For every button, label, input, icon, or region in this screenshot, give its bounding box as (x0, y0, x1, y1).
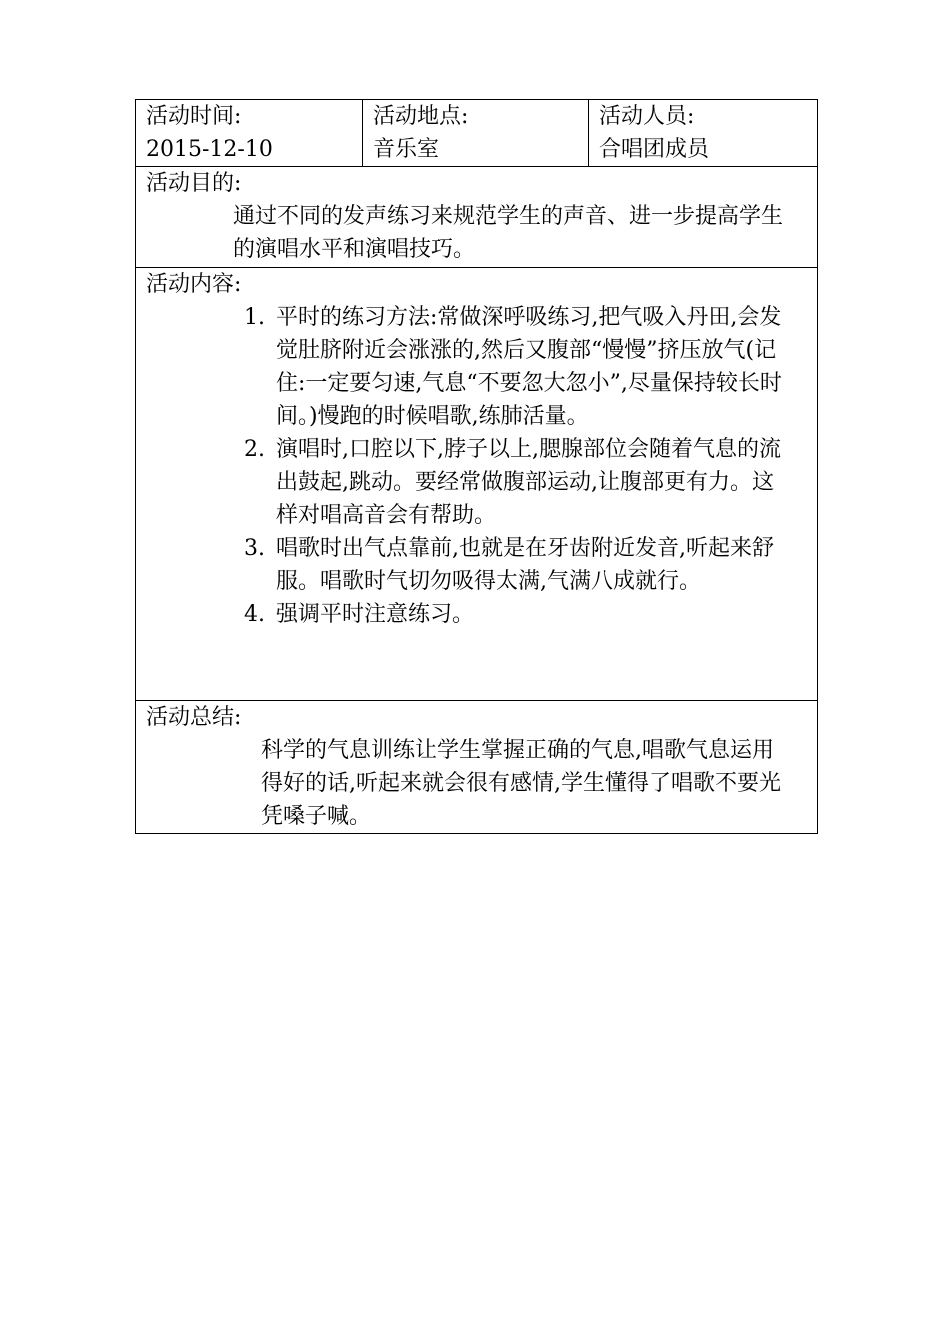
people-label: 活动人员: (599, 104, 695, 129)
content-label: 活动内容: (146, 272, 242, 297)
list-item-number: 1. (244, 305, 265, 330)
purpose-row (136, 167, 818, 268)
people-value: 合唱团成员 (599, 137, 710, 162)
list-item-text: 演唱时,口腔以下,脖子以上,腮腺部位会随着气息的流出鼓起,跳动。要经常做腹部运动,让腹部更有力。这样对唱高音会有帮助。 (276, 437, 781, 528)
summary-cell (136, 701, 818, 834)
summary-label: 活动总结: (146, 705, 242, 730)
content-cell (136, 268, 818, 701)
time-cell (136, 100, 363, 167)
list-item (244, 433, 787, 532)
people-cell (589, 100, 818, 167)
list-item-number: 3. (244, 536, 265, 561)
place-value: 音乐室 (373, 137, 440, 162)
purpose-label: 活动目的: (146, 171, 242, 196)
list-item-text: 平时的练习方法:常做深呼吸练习,把气吸入丹田,会发觉肚脐附近会涨涨的,然后又腹部“慢慢”挤压放气(记住:一定要匀速,气息“不要忽大忽小”,尽量保持较长时间。)慢跑的时候唱歌,练肺活量。 (276, 305, 782, 429)
list-item-text: 强调平时注意练习。 (276, 602, 475, 627)
place-label: 活动地点: (373, 104, 469, 129)
summary-text: 科学的气息训练让学生掌握正确的气息,唱歌气息运用得好的话,听起来就会很有感情,学生懂得了唱歌不要光凭嗓子喊。 (261, 738, 781, 829)
list-item (244, 301, 787, 433)
purpose-text: 通过不同的发声练习来规范学生的声音、进一步提高学生的演唱水平和演唱技巧。 (233, 204, 784, 262)
time-label: 活动时间: (146, 104, 242, 129)
list-item-text: 唱歌时出气点靠前,也就是在牙齿附近发音,听起来舒服。唱歌时气切勿吸得太满,气满八成就行。 (276, 536, 774, 594)
purpose-cell (136, 167, 818, 268)
activity-record-table (135, 99, 818, 834)
list-item (244, 532, 787, 598)
list-item (244, 598, 787, 631)
content-list (136, 301, 817, 631)
time-value: 2015-12-10 (146, 137, 273, 162)
info-row (136, 100, 818, 167)
content-row (136, 268, 818, 701)
list-item-number: 2. (244, 437, 265, 462)
place-cell (363, 100, 589, 167)
summary-row (136, 701, 818, 834)
list-item-number: 4. (244, 602, 265, 627)
